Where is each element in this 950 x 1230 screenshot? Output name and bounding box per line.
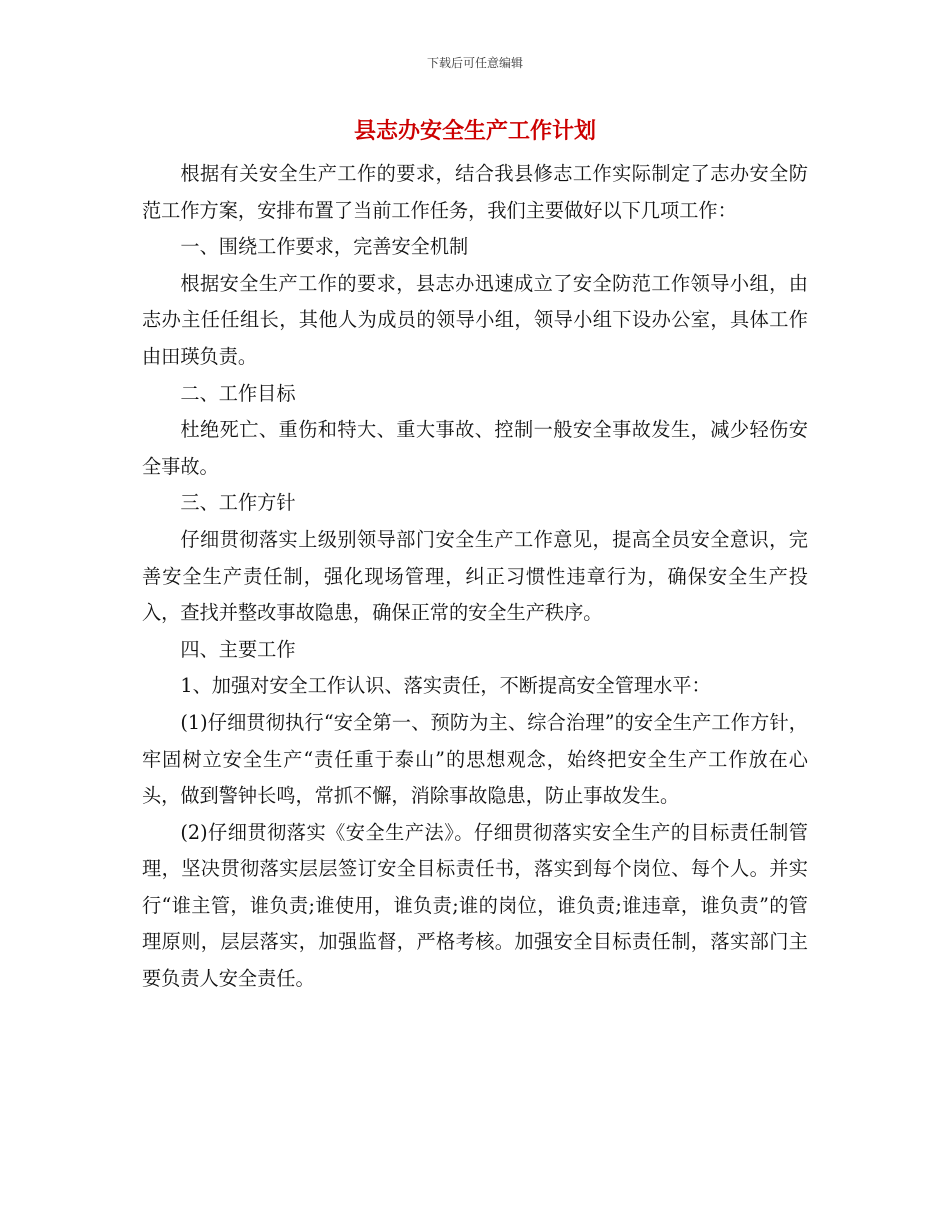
document-title: 县志办安全生产工作计划 <box>353 119 596 144</box>
paragraph-item-1: (1)仔细贯彻执行“安全第一、预防为主、综合治理”的安全生产工作方针，牢固树立安全生产“责任重于泰山”的思想观念，始终把安全生产工作放在心头，做到警钟长鸣，常抓不懈，消除事故隐患，防止事故发生。 <box>142 710 808 808</box>
section-heading-4: 四、主要工作 <box>180 637 296 661</box>
paragraph-item-2: (2)仔细贯彻落实《安全生产法》。仔细贯彻落实安全生产的目标责任制管理，坚决贯彻落实层层签订安全目标责任书，落实到每个岗位、每个人。并实行“谁主管，谁负责;谁使用，谁负责;谁的岗位，谁负责;谁违章，谁负责”的管理原则，层层落实，加强监督，严格考核。加强安全目标责任制，落实部门主要负责人安全责任。 <box>142 820 808 991</box>
section-heading-2: 二、工作目标 <box>180 381 296 405</box>
paragraph-section-2: 杜绝死亡、重伤和特大、重大事故、控制一般安全事故发生，减少轻伤安全事故。 <box>142 418 808 478</box>
header-note: 下载后可任意编辑 <box>426 56 523 70</box>
paragraph-section-3: 仔细贯彻落实上级别领导部门安全生产工作意见，提高全员安全意识，完善安全生产责任制，强化现场管理，纠正习惯性违章行为，确保安全生产投入，查找并整改事故隐患，确保正常的安全生产秩序。 <box>142 527 808 625</box>
section-heading-3: 三、工作方针 <box>180 491 296 515</box>
paragraph-section-1: 根据安全生产工作的要求，县志办迅速成立了安全防范工作领导小组，由志办主任任组长，其他人为成员的领导小组，领导小组下设办公室，具体工作由田瑛负责。 <box>142 271 808 368</box>
subsection-heading-4-1: 1、加强对安全工作认识、落实责任，不断提高安全管理水平： <box>180 674 711 698</box>
section-heading-1: 一、围绕工作要求，完善安全机制 <box>180 235 469 259</box>
paragraph-intro: 根据有关安全生产工作的要求，结合我县修志工作实际制定了志办安全防范工作方案，安排布置了当前工作任务，我们主要做好以下几项工作： <box>142 162 808 222</box>
document-body <box>142 156 808 998</box>
